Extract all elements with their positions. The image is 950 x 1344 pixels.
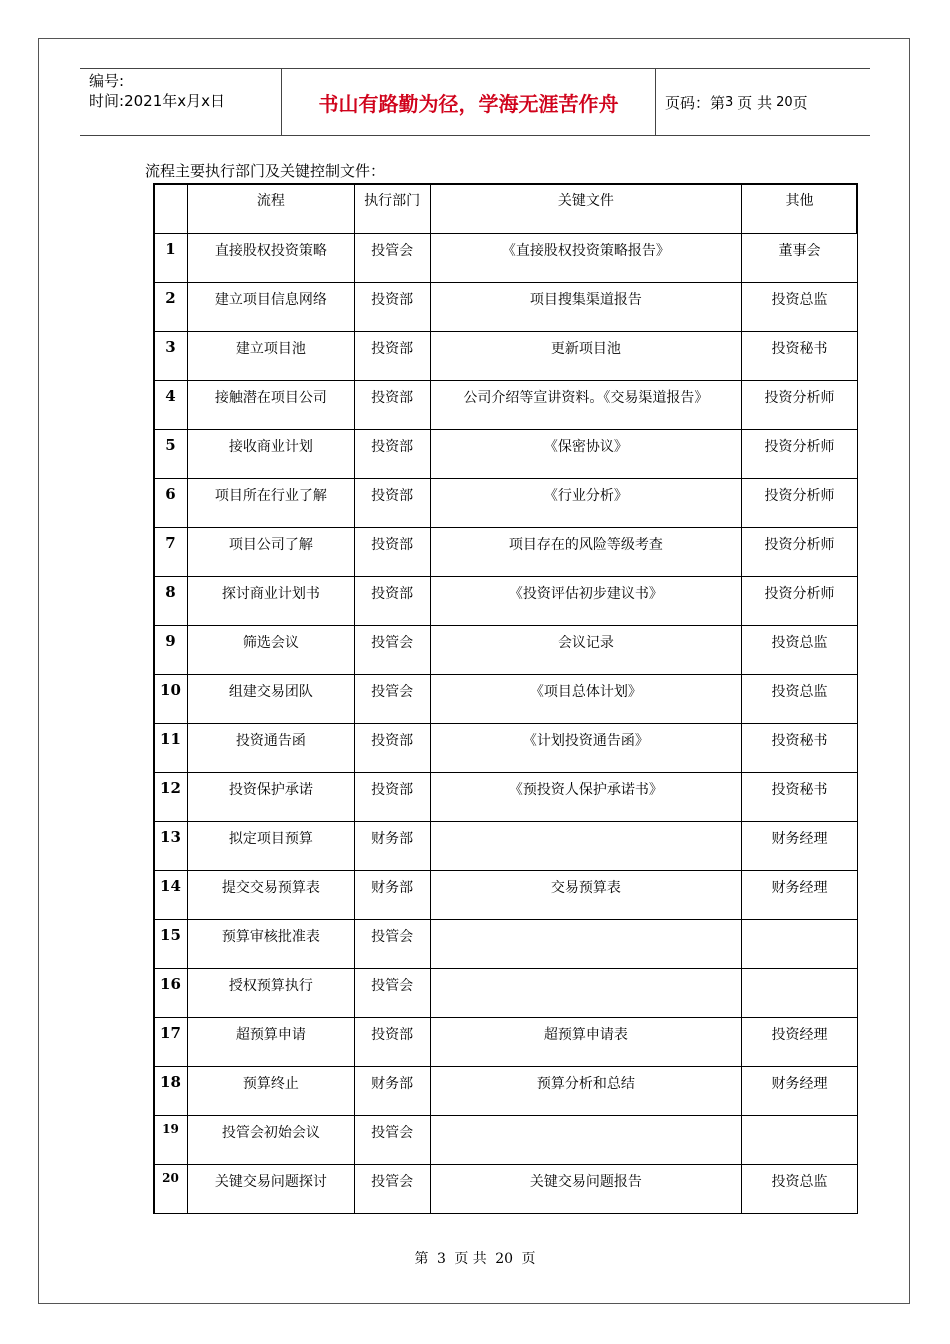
key-document-cell [430,969,742,1018]
step-number-cell: 2 [154,283,188,332]
page-suffix: 页 [792,93,808,112]
department-cell: 投管会 [354,1165,430,1214]
step-number-cell: 8 [154,577,188,626]
key-document-cell [430,822,742,871]
key-document-cell: 《预投资人保护承诺书》 [430,773,742,822]
process-name-cell: 提交交易预算表 [187,871,354,920]
department-cell: 投管会 [354,234,430,283]
time-label: 时间: [89,92,125,110]
process-name-cell: 授权预算执行 [187,969,354,1018]
table-row [154,381,858,430]
other-cell: 投资分析师 [742,528,858,577]
department-cell: 投资部 [354,773,430,822]
table-row [154,822,858,871]
table-row [154,773,858,822]
step-number-cell: 19 [154,1116,188,1165]
other-cell: 投资分析师 [742,430,858,479]
footer-prefix: 第 [414,1251,429,1267]
department-cell: 财务部 [354,1067,430,1116]
department-cell: 财务部 [354,871,430,920]
table-row [154,1067,858,1116]
process-name-cell: 拟定项目预算 [187,822,354,871]
process-name-cell: 接收商业计划 [187,430,354,479]
department-cell: 投资部 [354,724,430,773]
step-number-cell: 20 [154,1165,188,1214]
step-number-cell: 18 [154,1067,188,1116]
table-row [154,479,858,528]
table-row [154,871,858,920]
key-document-cell: 预算分析和总结 [430,1067,742,1116]
table-row [154,430,858,479]
key-document-cell: 《行业分析》 [430,479,742,528]
other-cell: 财务经理 [742,871,858,920]
page-current: 3 [725,94,734,110]
table-border-right [856,183,858,233]
process-name-cell: 投管会初始会议 [187,1116,354,1165]
page-header [80,68,870,136]
other-cell: 财务经理 [742,822,858,871]
department-cell: 投资部 [354,1018,430,1067]
other-cell: 投资秘书 [742,773,858,822]
key-document-cell: 项目搜集渠道报告 [430,283,742,332]
other-cell: 投资秘书 [742,332,858,381]
process-name-cell: 筛选会议 [187,626,354,675]
department-cell: 投资部 [354,283,430,332]
step-number-cell: 6 [154,479,188,528]
table-row [154,234,858,283]
header-motto: 书山有路勤为径，学海无涯苦作舟 [282,69,656,135]
other-cell: 投资经理 [742,1018,858,1067]
key-document-cell: 会议记录 [430,626,742,675]
header-meta [80,69,282,135]
column-header: 执行部门 [354,184,430,234]
department-cell: 投资部 [354,577,430,626]
key-document-cell: 交易预算表 [430,871,742,920]
step-number-cell: 16 [154,969,188,1018]
step-number-cell: 12 [154,773,188,822]
department-cell: 投资部 [354,332,430,381]
other-cell [742,920,858,969]
other-cell: 投资总监 [742,626,858,675]
table-row [154,577,858,626]
other-cell: 投资分析师 [742,479,858,528]
page-total: 20 [776,94,793,110]
department-cell: 投资部 [354,528,430,577]
table-row [154,920,858,969]
step-number-cell: 13 [154,822,188,871]
process-table [153,183,858,1214]
table-row [154,1018,858,1067]
other-cell: 投资秘书 [742,724,858,773]
table-border-top [153,183,858,185]
key-document-cell [430,920,742,969]
table-row [154,969,858,1018]
other-cell: 投资总监 [742,283,858,332]
key-document-cell [430,1116,742,1165]
department-cell: 投管会 [354,1116,430,1165]
department-cell: 投管会 [354,969,430,1018]
other-cell [742,1116,858,1165]
key-document-cell: 更新项目池 [430,332,742,381]
department-cell: 投资部 [354,430,430,479]
key-document-cell: 超预算申请表 [430,1018,742,1067]
footer-current: 3 [436,1251,446,1267]
process-name-cell: 超预算申请 [187,1018,354,1067]
step-number-cell: 15 [154,920,188,969]
process-name-cell: 探讨商业计划书 [187,577,354,626]
step-number-cell: 3 [154,332,188,381]
table-row [154,1116,858,1165]
table-row [154,1165,858,1214]
key-document-cell: 《保密协议》 [430,430,742,479]
department-cell: 投管会 [354,626,430,675]
process-name-cell: 接触潜在项目公司 [187,381,354,430]
process-name-cell: 项目所在行业了解 [187,479,354,528]
process-name-cell: 直接股权投资策略 [187,234,354,283]
step-number-cell: 7 [154,528,188,577]
other-cell [742,969,858,1018]
step-number-cell: 1 [154,234,188,283]
department-cell: 投管会 [354,675,430,724]
table-row [154,283,858,332]
key-document-cell: 《投资评估初步建议书》 [430,577,742,626]
other-cell: 投资总监 [742,1165,858,1214]
process-name-cell: 预算终止 [187,1067,354,1116]
other-cell: 投资分析师 [742,381,858,430]
other-cell: 投资总监 [742,675,858,724]
process-name-cell: 预算审核批准表 [187,920,354,969]
key-document-cell: 《直接股权投资策略报告》 [430,234,742,283]
step-number-cell: 10 [154,675,188,724]
table-caption: 流程主要执行部门及关键控制文件： [145,162,386,180]
other-cell: 董事会 [742,234,858,283]
process-name-cell: 项目公司了解 [187,528,354,577]
process-name-cell: 投资保护承诺 [187,773,354,822]
table-row [154,528,858,577]
step-number-cell: 17 [154,1018,188,1067]
date-value: 2021年x月x日 [124,92,225,110]
key-document-cell: 项目存在的风险等级考查 [430,528,742,577]
key-document-cell: 关键交易问题报告 [430,1165,742,1214]
footer-mid: 页 共 [454,1251,487,1267]
process-name-cell: 建立项目池 [187,332,354,381]
time-line [89,91,281,111]
other-cell: 投资分析师 [742,577,858,626]
column-header [154,184,188,234]
header-page-number [655,69,870,135]
key-document-cell: 《项目总体计划》 [430,675,742,724]
table-row [154,626,858,675]
step-number-cell: 5 [154,430,188,479]
number-label: 编号: [89,72,125,90]
step-number-cell: 9 [154,626,188,675]
key-document-cell: 《计划投资通告函》 [430,724,742,773]
table-border-left [153,183,155,1213]
key-document-cell: 公司介绍等宣讲资料。《交易渠道报告》 [430,381,742,430]
department-cell: 投管会 [354,920,430,969]
process-name-cell: 投资通告函 [187,724,354,773]
footer-suffix: 页 [521,1251,536,1267]
table-header-row [154,184,858,234]
other-cell: 财务经理 [742,1067,858,1116]
process-name-cell: 关键交易问题探讨 [187,1165,354,1214]
column-header: 流程 [187,184,354,234]
department-cell: 投资部 [354,381,430,430]
column-header: 其他 [742,184,858,234]
table-row [154,724,858,773]
step-number-cell: 11 [154,724,188,773]
page-prefix: 页码：第 [665,93,726,112]
step-number-cell: 14 [154,871,188,920]
page-mid: 页 共 [737,93,773,112]
page-footer [0,1248,950,1268]
table-row [154,332,858,381]
department-cell: 投资部 [354,479,430,528]
table-row [154,675,858,724]
process-name-cell: 建立项目信息网络 [187,283,354,332]
step-number-cell: 4 [154,381,188,430]
process-name-cell: 组建交易团队 [187,675,354,724]
footer-total: 20 [495,1251,514,1267]
department-cell: 财务部 [354,822,430,871]
column-header: 关键文件 [430,184,742,234]
